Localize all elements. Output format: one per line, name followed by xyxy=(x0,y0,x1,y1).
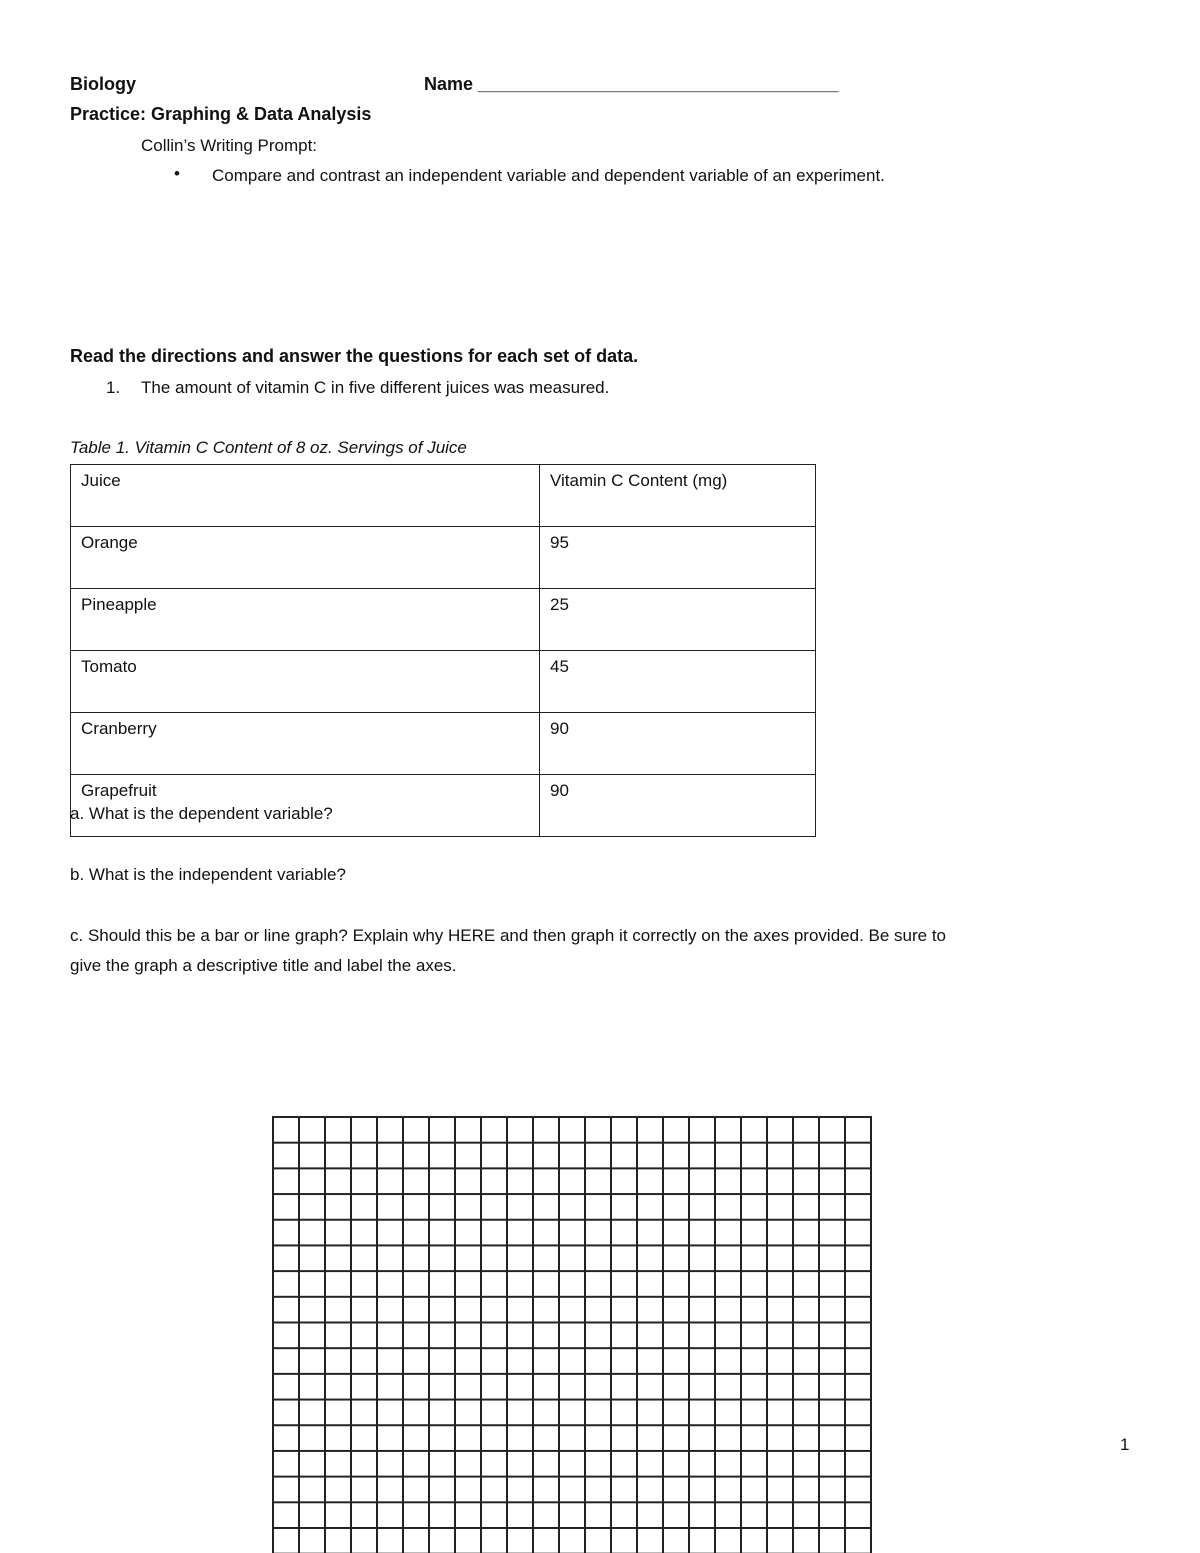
directions: Read the directions and answer the questions for each set of data. xyxy=(70,346,639,366)
item-text: The amount of vitamin C in five different juices was measured. xyxy=(141,378,610,397)
question-a: a. What is the dependent variable? xyxy=(70,804,333,823)
worksheet-title: Practice: Graphing & Data Analysis xyxy=(70,104,372,124)
name-field: Name ____________________________________ xyxy=(424,74,839,94)
page-number: 1 xyxy=(1120,1435,1130,1454)
prompt-text: Compare and contrast an independent variable and dependent variable of an experiment. xyxy=(212,166,885,185)
cell: 25 xyxy=(540,589,816,651)
graph-grid xyxy=(272,1116,872,1553)
question-c-cont: give the graph a descriptive title and label the axes. xyxy=(70,956,457,975)
question-c: c. Should this be a bar or line graph? Explain why HERE and then graph it correctly on the axes provided. Be sure to xyxy=(70,926,946,945)
cell: 90 xyxy=(540,775,816,837)
cell: 95 xyxy=(540,527,816,589)
header-juice: Juice xyxy=(71,465,540,527)
table-row xyxy=(71,589,816,651)
cell: Tomato xyxy=(71,651,540,713)
table-row xyxy=(71,527,816,589)
cell: Grapefruit xyxy=(71,775,540,837)
course-label: Biology xyxy=(70,74,136,94)
cell: Pineapple xyxy=(71,589,540,651)
cell: Cranberry xyxy=(71,713,540,775)
header-vitamin-c: Vitamin C Content (mg) xyxy=(540,465,816,527)
cell: 45 xyxy=(540,651,816,713)
cell: Orange xyxy=(71,527,540,589)
cell: 90 xyxy=(540,713,816,775)
table-header-row xyxy=(71,465,816,527)
bullet-icon: • xyxy=(174,164,180,183)
question-b: b. What is the independent variable? xyxy=(70,865,346,884)
table-caption: Table 1. Vitamin C Content of 8 oz. Servings of Juice xyxy=(70,438,467,457)
item-number: 1. xyxy=(106,378,121,397)
prompt-label: Collin’s Writing Prompt: xyxy=(141,136,318,155)
table-row xyxy=(71,651,816,713)
table-row xyxy=(71,713,816,775)
vitamin-c-table xyxy=(70,464,816,837)
